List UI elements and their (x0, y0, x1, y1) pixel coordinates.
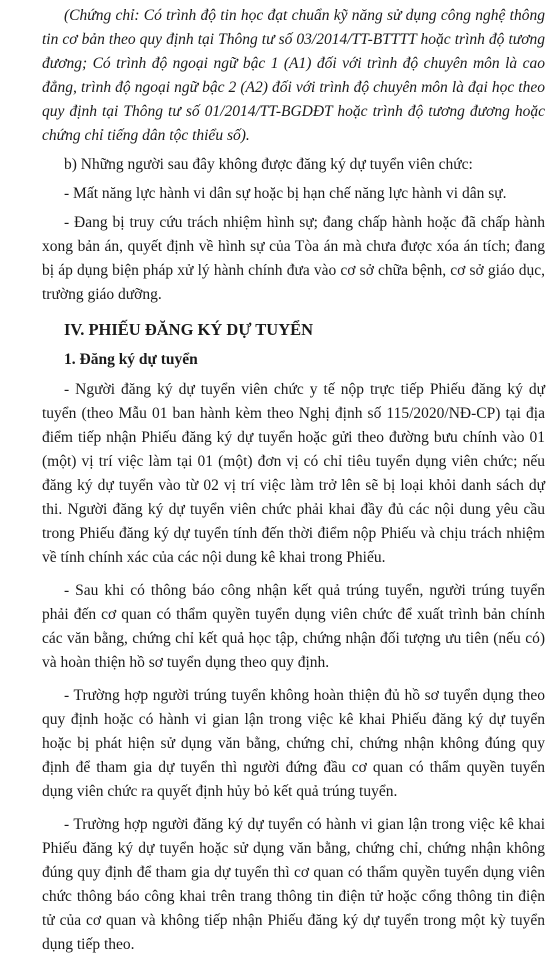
section-b-heading: b) Những người sau đây không được đăng ký dự tuyển viên chức: (64, 156, 473, 173)
registration-paragraph-1: - Người đăng ký dự tuyển viên chức y tế nộp trực tiếp Phiếu đăng ký dự tuyển (theo Mẫu 01 ban hành kèm theo Nghị định số 115/2020/NĐ-CP) tại địa điểm tiếp nhận Phiếu đăng ký dự tuyển hoặc gửi theo đường bưu chính vào 01 (một) vị trí việc làm tại 01 (một) đơn vị có chỉ tiêu tuyển dụng viên chức; nếu đăng ký dự tuyển vào từ 02 vị trí việc làm trở lên sẽ bị loại khỏi danh sách dự thi. Người đăng ký dự tuyển viên chức phải khai đầy đủ các nội dung yêu cầu trong Phiếu đăng ký dự tuyển tính đến thời điểm nộp Phiếu và chịu trách nhiệm về tính chính xác của các nội dung kê khai trong Phiếu. (42, 381, 545, 566)
subsection-1-title: 1. Đăng ký dự tuyển (64, 351, 198, 368)
section-iv-title: IV. PHIẾU ĐĂNG KÝ DỰ TUYỂN (64, 320, 314, 339)
registration-paragraph-3: - Trường hợp người trúng tuyển không hoàn thiện đủ hồ sơ tuyển dụng theo quy định hoặc có hành vi gian lận trong việc kê khai Phiếu đăng ký dự tuyển hoặc bị phát hiện sử dụng văn bằng, chứng chỉ, chứng nhận không đúng quy định để tham gia dự tuyển thì người đứng đầu cơ quan có thẩm quyền tuyển dụng viên chức ra quyết định hủy bỏ kết quả trúng tuyển. (42, 687, 545, 800)
registration-paragraph-4: - Trường hợp người đăng ký dự tuyển có hành vi gian lận trong việc kê khai Phiếu đăng ký dự tuyển hoặc sử dụng văn bằng, chứng chỉ, chứng nhận không đúng quy định để tham gia dự tuyển thì cơ quan có thẩm quyền tuyển dụng viên chức thông báo công khai trên trang thông tin điện tử hoặc cổng thông tin điện tử của cơ quan và không tiếp nhận Phiếu đăng ký dự tuyển trong một kỳ tuyển dụng tiếp theo. (42, 816, 545, 953)
certificate-note: (Chứng chỉ: Có trình độ tin học đạt chuẩn kỹ năng sử dụng công nghệ thông tin cơ bản theo quy định tại Thông tư số 03/2014/TT-BTTTT hoặc trình độ tương đương; Có trình độ ngoại ngữ bậc 1 (A1) đối với trình độ chuyên môn là cao đẳng, trình độ ngoại ngữ bậc 2 (A2) đối với trình độ chuyên môn là đại học theo quy định tại Thông tư số 01/2014/TT-BGDĐT hoặc trình độ tương đương hoặc chứng chỉ tiếng dân tộc thiểu số). (42, 7, 545, 144)
section-b-item-1: - Mất năng lực hành vi dân sự hoặc bị hạn chế năng lực hành vi dân sự. (64, 185, 507, 202)
section-b-item-2: - Đang bị truy cứu trách nhiệm hình sự; đang chấp hành hoặc đã chấp hành xong bản án, quyết định về hình sự của Tòa án mà chưa được xóa án tích; đang bị áp dụng biện pháp xử lý hành chính đưa vào cơ sở chữa bệnh, cơ sở giáo dục, trường giáo dưỡng. (42, 214, 545, 303)
registration-paragraph-2: - Sau khi có thông báo công nhận kết quả trúng tuyển, người trúng tuyển phải đến cơ quan có thẩm quyền tuyển dụng viên chức để xuất trình bản chính các văn bằng, chứng chỉ kết quả học tập, chứng nhận đối tượng ưu tiên (nếu có) và hoàn thiện hồ sơ tuyển dụng theo quy định. (42, 582, 545, 671)
